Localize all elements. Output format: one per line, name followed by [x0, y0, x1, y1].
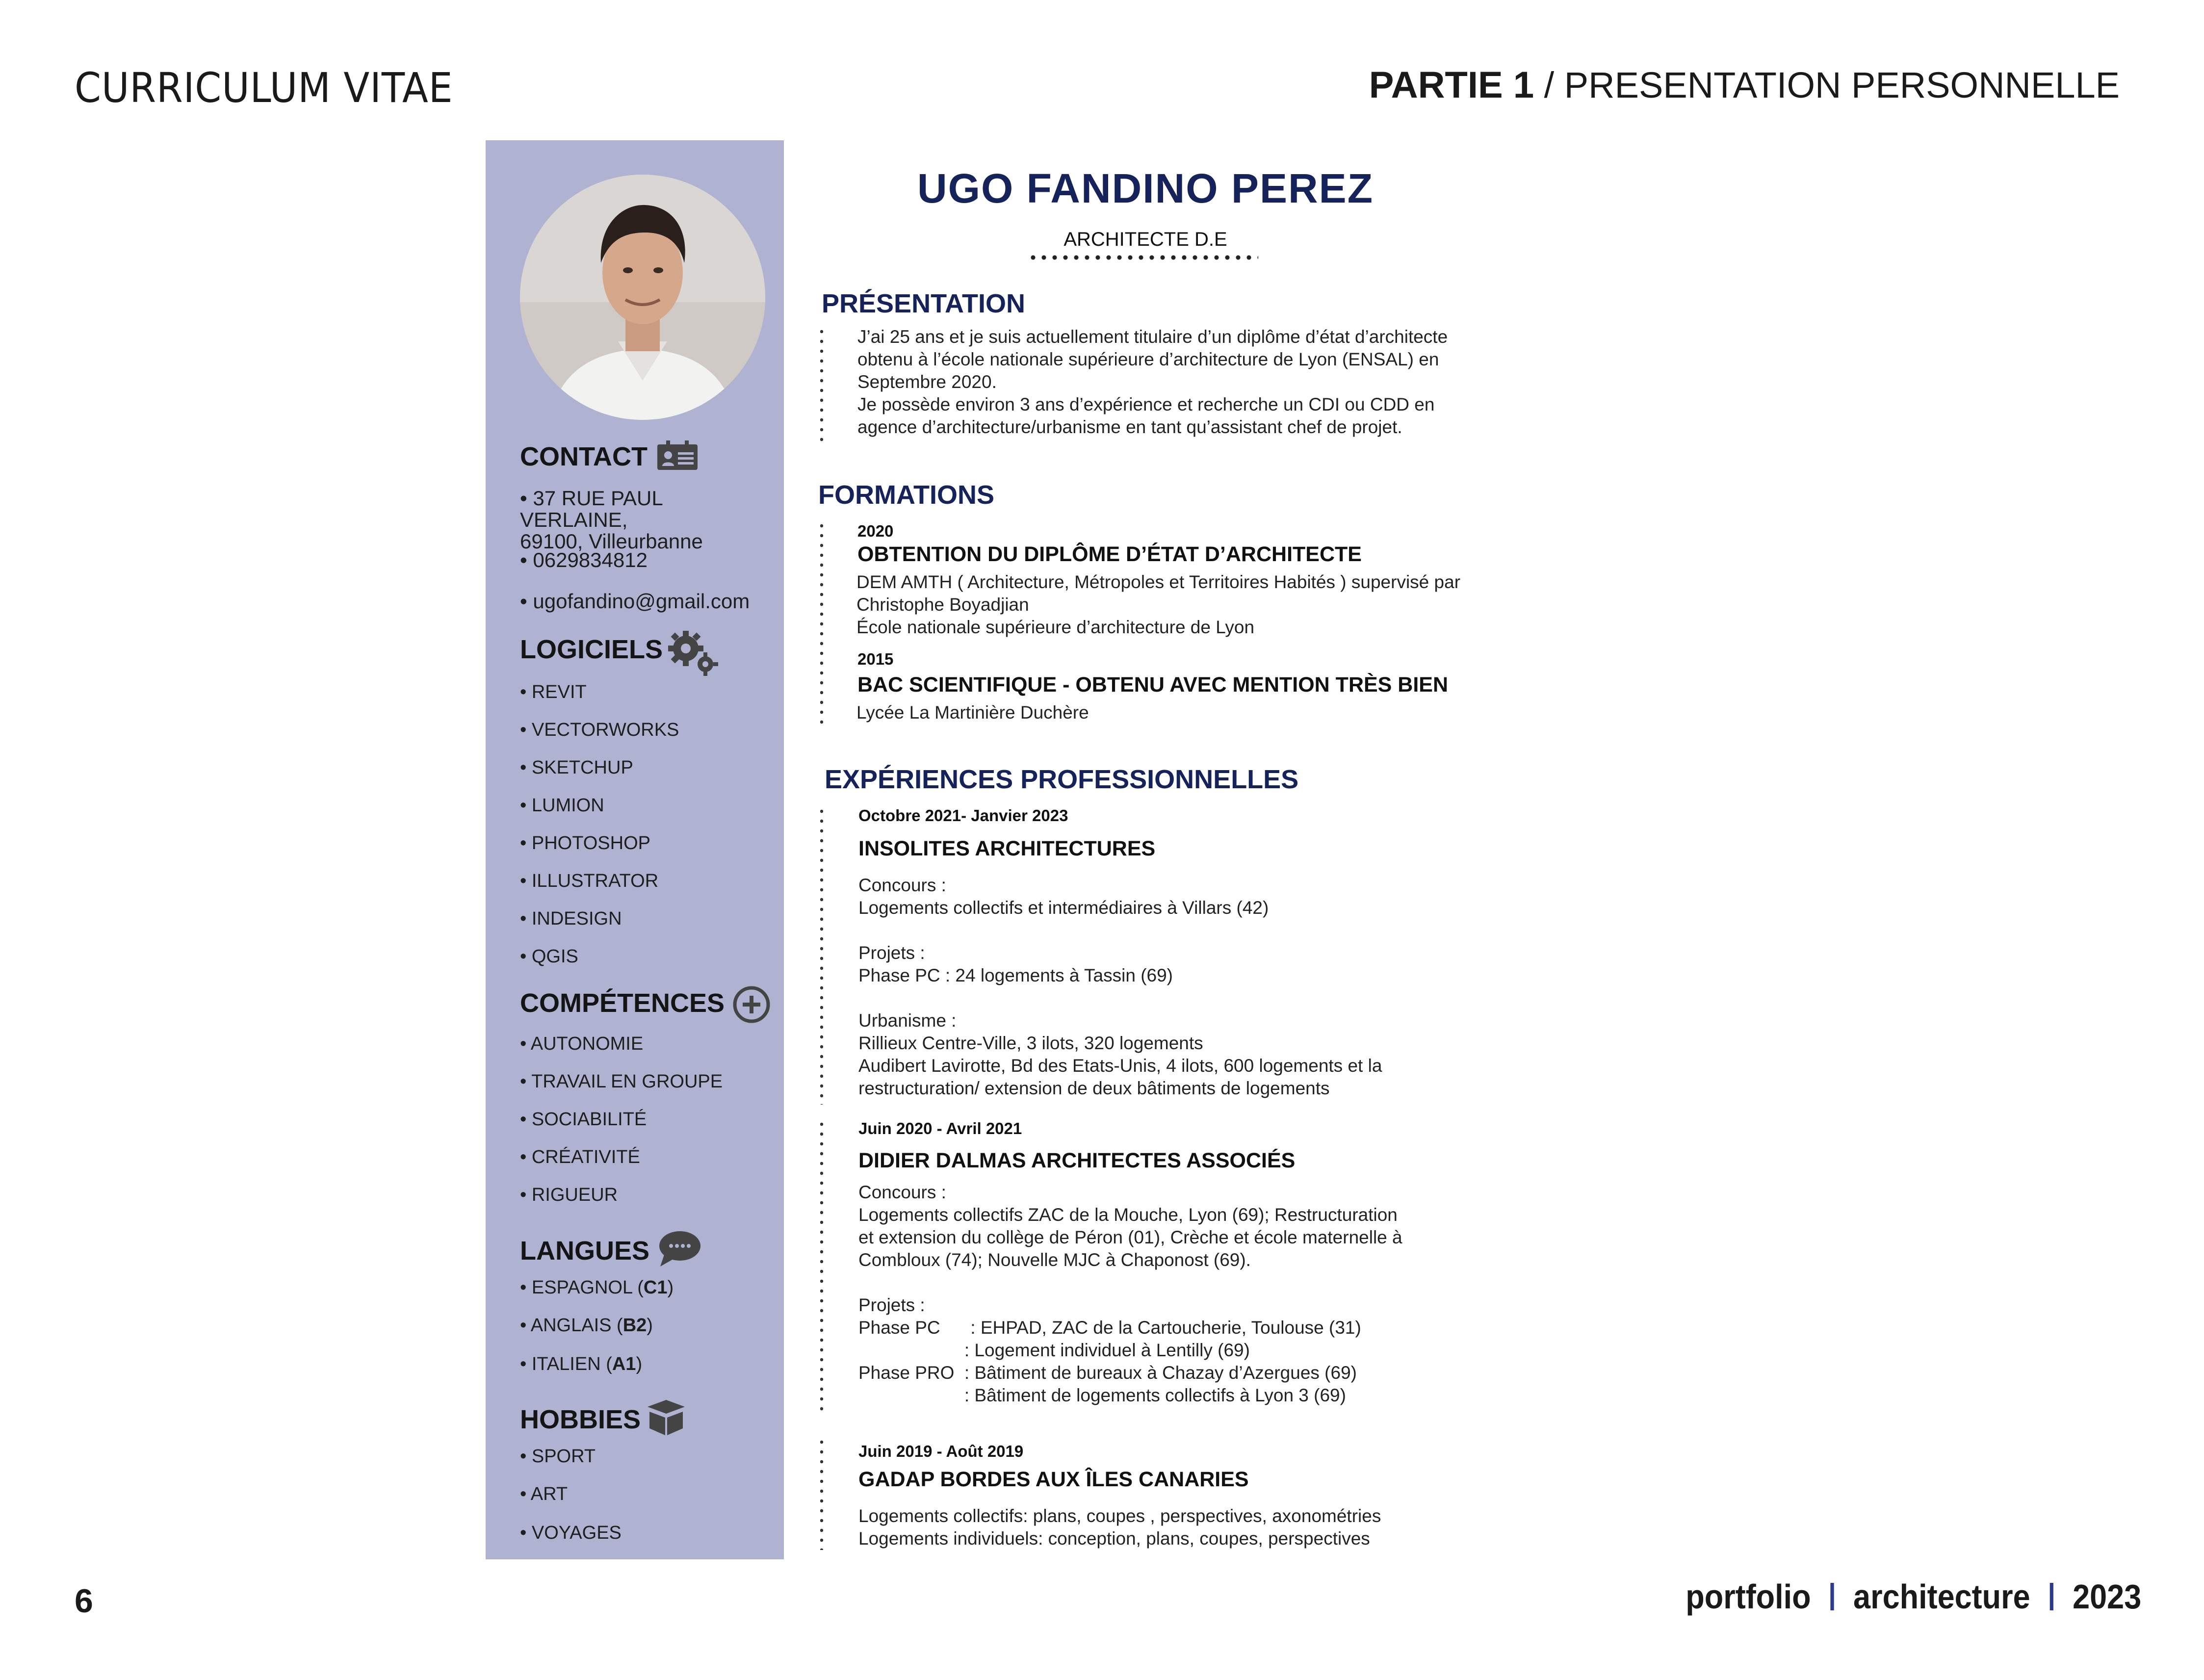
role-dotted-divider	[1028, 254, 1258, 261]
experience-line: Rillieux Centre-Ville, 3 ilots, 320 logements	[858, 1033, 1203, 1053]
presentation-text	[857, 326, 1448, 439]
section-part-label: PARTIE 1	[1369, 64, 1534, 106]
experience-line: Logements collectifs ZAC de la Mouche, Lyon (69); Restructuration	[858, 1205, 1398, 1225]
experience-line	[858, 919, 1382, 942]
langue-level: B2	[622, 1315, 647, 1336]
hobbies-heading: HOBBIES	[520, 1405, 641, 1434]
footer-separator	[1830, 1583, 1834, 1610]
experience-line: Urbanisme :	[858, 1010, 957, 1031]
section-part-title: / PRESENTATION PERSONNELLE	[1534, 65, 2120, 105]
formation-title: OBTENTION DU DIPLÔME D’ÉTAT D’ARCHITECTE	[857, 543, 1362, 566]
langue-level: C1	[643, 1277, 668, 1298]
experience-line: : Logement individuel à Lentilly (69)	[858, 1340, 1250, 1360]
formation-year: 2020	[857, 522, 894, 540]
experience-details	[858, 1181, 1402, 1407]
formation-line: Lycée La Martinière Duchère	[856, 702, 1089, 723]
experience-line: Projets :	[858, 1295, 925, 1315]
experience-line: Logements collectifs: plans, coupes , perspectives, axonométries	[858, 1506, 1381, 1526]
contact-address	[520, 488, 775, 552]
langue-level: A1	[612, 1354, 636, 1374]
experience-line: Audibert Lavirotte, Bd des Etats-Unis, 4 ilots, 600 logements et la	[858, 1056, 1382, 1076]
address-line-1: • 37 RUE PAUL VERLAINE,	[520, 487, 663, 531]
langue-item: • ANGLAIS (B2)	[520, 1315, 653, 1336]
competence-item: • AUTONOMIE	[520, 1034, 644, 1054]
experience-company: GADAP BORDES AUX ÎLES CANARIES	[858, 1468, 1249, 1491]
formation-line: DEM AMTH ( Architecture, Métropoles et Territoires Habités ) supervisé par	[856, 572, 1461, 592]
profile-photo	[520, 175, 765, 420]
presentation-line: agence d’architecture/urbanisme en tant qu’assistant chef de projet.	[857, 417, 1402, 437]
competence-item: • SOCIABILITÉ	[520, 1109, 647, 1130]
experience-line: Projets :	[858, 943, 925, 963]
experience-details	[858, 1505, 1381, 1550]
gears-icon	[666, 628, 720, 677]
experience-company: DIDIER DALMAS ARCHITECTES ASSOCIÉS	[858, 1149, 1296, 1172]
experience-dotted-line	[820, 806, 823, 1105]
footer-word-portfolio: portfolio	[1685, 1577, 1811, 1616]
experience-line: Phase PRO : Bâtiment de bureaux à Chazay d’Azergues (69)	[858, 1363, 1357, 1383]
presentation-line: Je possède environ 3 ans d’expérience et recherche un CDI ou CDD en	[857, 394, 1435, 414]
logiciel-item: • QGIS	[520, 946, 578, 967]
presentation-dotted-line	[820, 327, 823, 446]
section-header	[1369, 64, 2120, 106]
competence-item: • RIGUEUR	[520, 1185, 618, 1205]
candidate-role: ARCHITECTE D.E	[1063, 229, 1227, 250]
footer-word-architecture: architecture	[1853, 1577, 2030, 1616]
formation-line: Christophe Boyadjian	[856, 594, 1029, 615]
logiciel-item: • PHOTOSHOP	[520, 833, 650, 853]
logiciel-item: • INDESIGN	[520, 908, 622, 929]
logiciel-item: • LUMION	[520, 795, 604, 816]
presentation-line: J’ai 25 ans et je suis actuellement titulaire d’un diplôme d’état d’architecte	[857, 327, 1448, 347]
presentation-line: Septembre 2020.	[857, 372, 997, 392]
formation-title: BAC SCIENTIFIQUE - OBTENU AVEC MENTION TRÈS BIEN	[857, 673, 1449, 697]
langue-item: • ITALIEN (A1)	[520, 1354, 643, 1374]
competences-heading: COMPÉTENCES	[520, 988, 725, 1018]
box-icon	[646, 1397, 687, 1437]
competence-item: • CRÉATIVITÉ	[520, 1147, 640, 1167]
experience-dotted-line	[820, 1437, 823, 1550]
logiciel-item: • SKETCHUP	[520, 757, 633, 778]
presentation-line: obtenu à l’école nationale supérieure d’architecture de Lyon (ENSAL) en	[857, 349, 1439, 369]
plus-circle-icon	[732, 985, 771, 1024]
experience-line: Phase PC : EHPAD, ZAC de la Cartoucherie, Toulouse (31)	[858, 1318, 1361, 1338]
langues-heading: LANGUES	[520, 1236, 650, 1266]
speech-bubble-icon	[657, 1229, 701, 1268]
hobby-item: • VOYAGES	[520, 1523, 622, 1543]
logiciel-item: • ILLUSTRATOR	[520, 871, 659, 891]
hobby-item: • SPORT	[520, 1446, 596, 1467]
formation-year: 2015	[857, 650, 894, 668]
page-header-title: CURRICULUM VITAE	[75, 64, 453, 112]
formation-details	[856, 571, 1460, 639]
id-card-icon	[656, 439, 699, 471]
experiences-heading: EXPÉRIENCES PROFESSIONNELLES	[825, 765, 1299, 794]
experience-dotted-line	[820, 1119, 823, 1414]
experience-line: et extension du collège de Péron (01), Crèche et école maternelle à	[858, 1227, 1402, 1247]
experience-line	[858, 1271, 1402, 1294]
experience-date: Juin 2019 - Août 2019	[858, 1442, 1024, 1460]
page-number: 6	[75, 1582, 93, 1620]
logiciel-item: • VECTORWORKS	[520, 720, 679, 740]
logiciel-item: • REVIT	[520, 682, 587, 702]
experience-line	[858, 987, 1382, 1009]
experience-line: Combloux (74); Nouvelle MJC à Chaponost (69).	[858, 1250, 1251, 1270]
footer-word-year: 2023	[2072, 1577, 2141, 1616]
experience-line: Concours :	[858, 875, 946, 895]
contact-phone: • 0629834812	[520, 548, 648, 571]
experience-line: Logements individuels: conception, plans, coupes, perspectives	[858, 1528, 1370, 1549]
footer-separator	[2049, 1583, 2053, 1610]
experience-line: Phase PC : 24 logements à Tassin (69)	[858, 965, 1173, 985]
contact-email: • ugofandino@gmail.com	[520, 590, 750, 613]
experience-details	[858, 874, 1382, 1100]
hobby-item: • ART	[520, 1484, 568, 1504]
formations-dotted-line	[820, 521, 823, 727]
experience-line: : Bâtiment de logements collectifs à Lyon 3 (69)	[858, 1385, 1346, 1405]
experience-date: Octobre 2021- Janvier 2023	[858, 806, 1068, 825]
competence-item: • TRAVAIL EN GROUPE	[520, 1071, 723, 1092]
address-line-2: 69100, Villeurbanne	[520, 530, 703, 553]
footer-brand	[1685, 1577, 2141, 1616]
experience-line: Concours :	[858, 1182, 946, 1202]
formations-heading: FORMATIONS	[818, 480, 994, 510]
experience-line: Logements collectifs et intermédiaires à Villars (42)	[858, 898, 1269, 918]
experience-line: restructuration/ extension de deux bâtiments de logements	[858, 1078, 1330, 1098]
experience-date: Juin 2020 - Avril 2021	[858, 1119, 1022, 1137]
langue-item: • ESPAGNOL (C1)	[520, 1277, 674, 1298]
formation-line: École nationale supérieure d’architecture de Lyon	[856, 617, 1255, 637]
logiciels-heading: LOGICIELS	[520, 635, 663, 664]
formation-details	[856, 701, 1089, 724]
candidate-name: UGO FANDINO PEREZ	[917, 165, 1374, 211]
presentation-heading: PRÉSENTATION	[822, 289, 1026, 318]
contact-heading: CONTACT	[520, 442, 648, 471]
experience-company: INSOLITES ARCHITECTURES	[858, 837, 1156, 860]
